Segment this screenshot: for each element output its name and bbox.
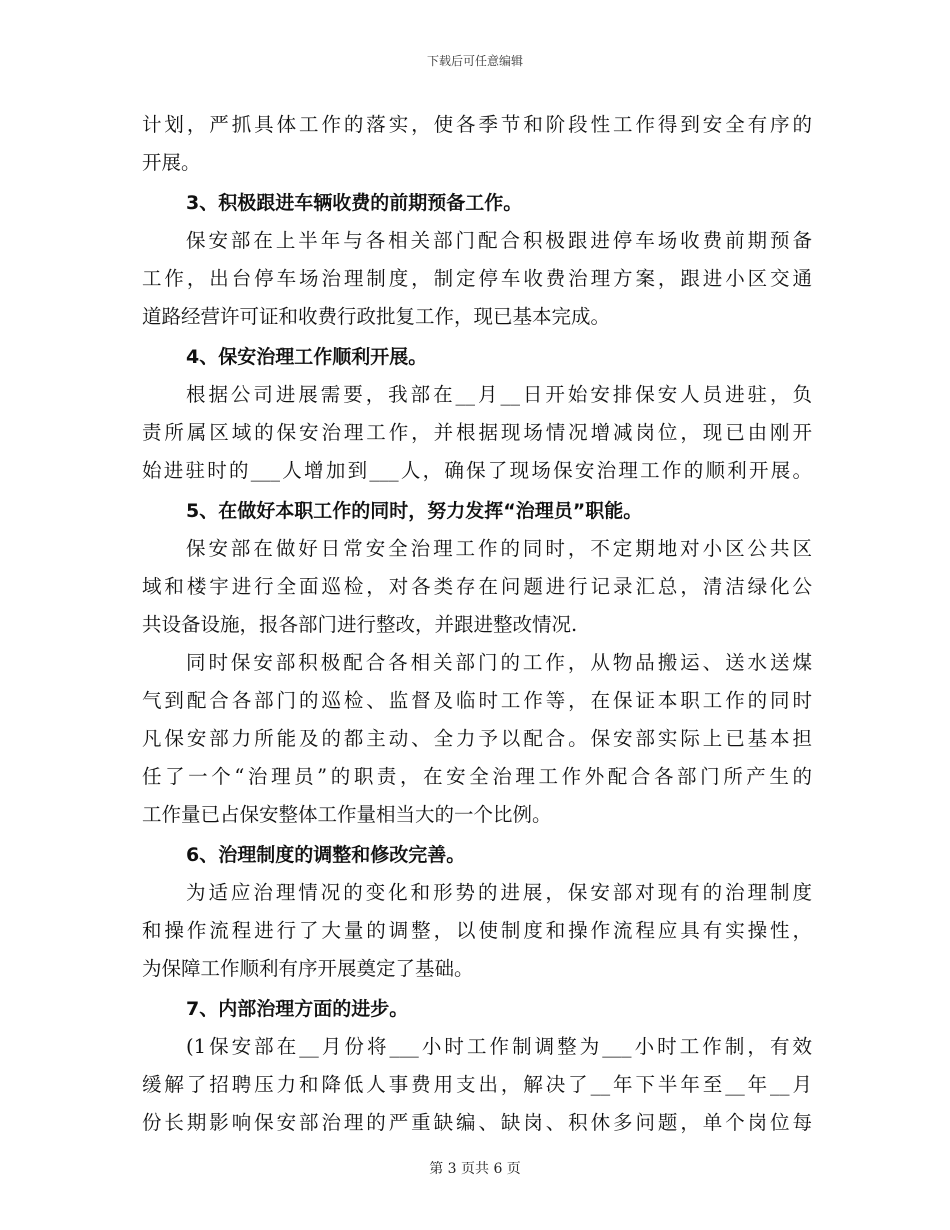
text-line: 缓解了招聘压力和降低人事费用支出，解决了__年下半年至__年__月: [142, 1073, 812, 1096]
text-line: 气到配合各部门的巡检、监督及临时工作等，在保证本职工作的同时: [142, 689, 812, 712]
document-body: [142, 106, 812, 1142]
text-line: 保安部在做好日常安全治理工作的同时，不定期地对小区公共区: [186, 537, 812, 560]
text-line: 和操作流程进行了大量的调整，以使制度和操作流程应具有实操性，: [142, 919, 812, 942]
text-line: 工作量已占保安整体工作量相当大的一个比例。: [142, 803, 552, 826]
text-line: 为适应治理情况的变化和形势的进展，保安部对现有的治理制度: [186, 881, 812, 904]
text-line: 开展。: [142, 151, 201, 174]
text-line: 为保障工作顺利有序开展奠定了基础。: [142, 957, 474, 980]
section-heading-3: 3、积极跟进车辆收费的前期预备工作。: [186, 192, 523, 214]
text-line: 工作，出台停车场治理制度，制定停车收费治理方案，跟进小区交通: [142, 267, 812, 290]
section-heading-4: 4、保安治理工作顺利开展。: [186, 346, 428, 368]
text-line: 始进驻时的___人增加到___人，确保了现场保安治理工作的顺利开展。: [142, 459, 812, 482]
text-line: 计划，严抓具体工作的落实，使各季节和阶段性工作得到安全有序的: [142, 113, 812, 136]
section-heading-5: 5、在做好本职工作的同时，努力发挥“治理员”职能。: [186, 500, 643, 522]
text-line: (1保安部在__月份将___小时工作制调整为___小时工作制，有效: [186, 1035, 812, 1058]
text-line: 共设备设施，报各部门进行整改，并跟进整改情况.: [142, 613, 578, 636]
text-line: 域和楼宇进行全面巡检，对各类存在问题进行记录汇总，清洁绿化公: [142, 575, 812, 598]
text-line: 保安部在上半年与各相关部门配合积极跟进停车场收费前期预备: [186, 229, 812, 252]
page-number: 第 3 页共 6 页: [429, 1161, 521, 1177]
text-line: 责所属区域的保安治理工作，并根据现场情况增减岗位，现已由刚开: [142, 421, 812, 444]
text-line: 份长期影响保安部治理的严重缺编、缺岗、积休多问题，单个岗位每: [142, 1111, 812, 1134]
section-heading-6: 6、治理制度的调整和修改完善。: [186, 844, 466, 866]
section-heading-7: 7、内部治理方面的进步。: [186, 998, 409, 1020]
text-line: 根据公司进展需要，我部在__月__日开始安排保安人员进驻，负: [186, 383, 812, 406]
text-line: 任了一个“治理员”的职责，在安全治理工作外配合各部门所产生的: [142, 765, 812, 788]
text-line: 同时保安部积极配合各相关部门的工作，从物品搬运、送水送煤: [186, 651, 812, 674]
text-line: 凡保安部力所能及的都主动、全力予以配合。保安部实际上已基本担: [142, 727, 812, 750]
text-line: 道路经营许可证和收费行政批复工作，现已基本完成。: [142, 305, 611, 328]
page-header-note: 下载后可任意编辑: [426, 54, 523, 68]
